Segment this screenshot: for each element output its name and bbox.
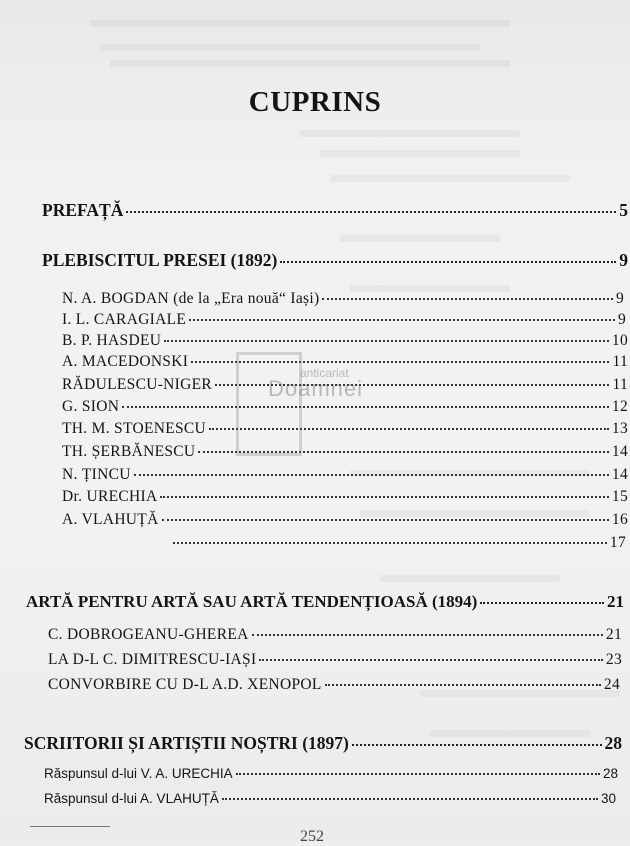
- toc-item-page: 10: [611, 332, 628, 349]
- toc-item-label: Răspunsul d-lui A. VLAHUȚĂ: [44, 791, 219, 806]
- dot-leader: [164, 339, 609, 342]
- toc-item-label: I. L. CARAGIALE: [62, 311, 187, 328]
- toc-item-page: 15: [611, 488, 628, 505]
- toc-item-label: Răspunsul d-lui V. A. URECHIA: [44, 766, 233, 781]
- toc-item: [62, 443, 628, 461]
- toc-item-page: 9: [617, 311, 626, 328]
- toc-item-page: 14: [611, 466, 628, 483]
- dot-leader: [189, 318, 615, 321]
- toc-item: [44, 766, 618, 781]
- toc-entry-preface: [42, 200, 628, 221]
- toc-item-page: 13: [611, 420, 628, 437]
- dot-leader: [322, 297, 613, 300]
- toc-item-page: 11: [612, 353, 628, 370]
- toc-item-label: A. MACEDONSKI: [62, 353, 189, 370]
- page-title: CUPRINS: [248, 86, 382, 118]
- footer-rule: [30, 826, 110, 827]
- dot-leader: [259, 658, 602, 661]
- dot-leader: [134, 473, 609, 476]
- toc-item-page: 17: [609, 534, 626, 551]
- toc-section-scriitori: [24, 733, 622, 754]
- toc-item: [48, 651, 622, 669]
- page-number: 252: [300, 828, 324, 845]
- toc-section-page: 28: [604, 733, 622, 753]
- dot-leader: [160, 495, 608, 498]
- toc-item: [62, 466, 628, 484]
- toc-entry-label: PREFAȚĂ: [42, 200, 124, 220]
- dot-leader: [173, 541, 607, 544]
- dot-leader: [122, 405, 609, 408]
- toc-item: [62, 311, 626, 329]
- toc-section-label: ARTĂ PENTRU ARTĂ SAU ARTĂ TENDENȚIOASĂ (1894): [26, 592, 478, 611]
- toc-item: [62, 420, 628, 438]
- toc-section-label: SCRIITORII ȘI ARTIȘTII NOȘTRI (1897): [24, 733, 349, 753]
- watermark-frame: [236, 352, 302, 456]
- toc-item-label: B. P. HASDEU: [62, 332, 162, 349]
- toc-item: [48, 626, 622, 644]
- toc-section-page: 9: [619, 250, 628, 270]
- toc-item-label: N. A. BOGDAN (de la „Era nouă“ Iași): [62, 290, 320, 307]
- toc-item-label: TH. ȘERBĂNESCU: [62, 443, 196, 460]
- toc-item: [170, 534, 626, 552]
- dot-leader: [236, 772, 600, 775]
- dot-leader: [222, 797, 598, 800]
- toc-item: [62, 511, 628, 529]
- toc-item-page: 28: [602, 766, 618, 781]
- toc-item: [44, 791, 616, 806]
- dot-leader: [480, 601, 604, 604]
- toc-entry-page: 5: [619, 200, 628, 220]
- toc-item-page: 9: [615, 290, 624, 307]
- toc-item-page: 12: [611, 398, 628, 415]
- toc-item: [62, 332, 628, 350]
- toc-item-page: 14: [611, 443, 628, 460]
- toc-item-page: 21: [605, 626, 622, 643]
- toc-item: [48, 676, 620, 694]
- toc-item-page: 30: [600, 791, 616, 806]
- toc-item-label: LA D-L C. DIMITRESCU-IAȘI: [48, 651, 257, 668]
- toc-item-page: 23: [605, 651, 622, 668]
- toc-item-page: 24: [603, 676, 620, 693]
- toc-item-label: G. SION: [62, 398, 120, 415]
- watermark-small: anticariat: [300, 366, 349, 380]
- toc-item-label: C. DOBROGEANU-GHEREA: [48, 626, 249, 643]
- toc-item-page: 16: [611, 511, 628, 528]
- toc-section-label: PLEBISCITUL PRESEI (1892): [42, 250, 278, 270]
- toc-item-label: CONVORBIRE CU D-L A.D. XENOPOL: [48, 676, 322, 693]
- toc-item: [62, 290, 624, 308]
- dot-leader: [280, 260, 616, 263]
- toc-item-label: N. ȚINCU: [62, 466, 131, 483]
- toc-section-arta: [26, 592, 624, 612]
- toc-item-label: RĂDULESCU-NIGER: [62, 376, 213, 393]
- dot-leader: [162, 518, 609, 521]
- dot-leader: [325, 683, 601, 686]
- toc-section-page: 21: [607, 592, 624, 611]
- watermark-big: Doamnei: [268, 376, 364, 401]
- toc-item-label: Dr. URECHIA: [62, 488, 158, 505]
- dot-leader: [252, 633, 603, 636]
- dot-leader: [126, 210, 616, 213]
- toc-item-page: 11: [612, 376, 628, 393]
- toc-section-plebiscit: [42, 250, 628, 271]
- dot-leader: [352, 743, 602, 746]
- toc-item: [62, 488, 628, 506]
- toc-item-label: TH. M. STOENESCU: [62, 420, 207, 437]
- toc-item-label: A. VLAHUȚĂ: [62, 511, 159, 528]
